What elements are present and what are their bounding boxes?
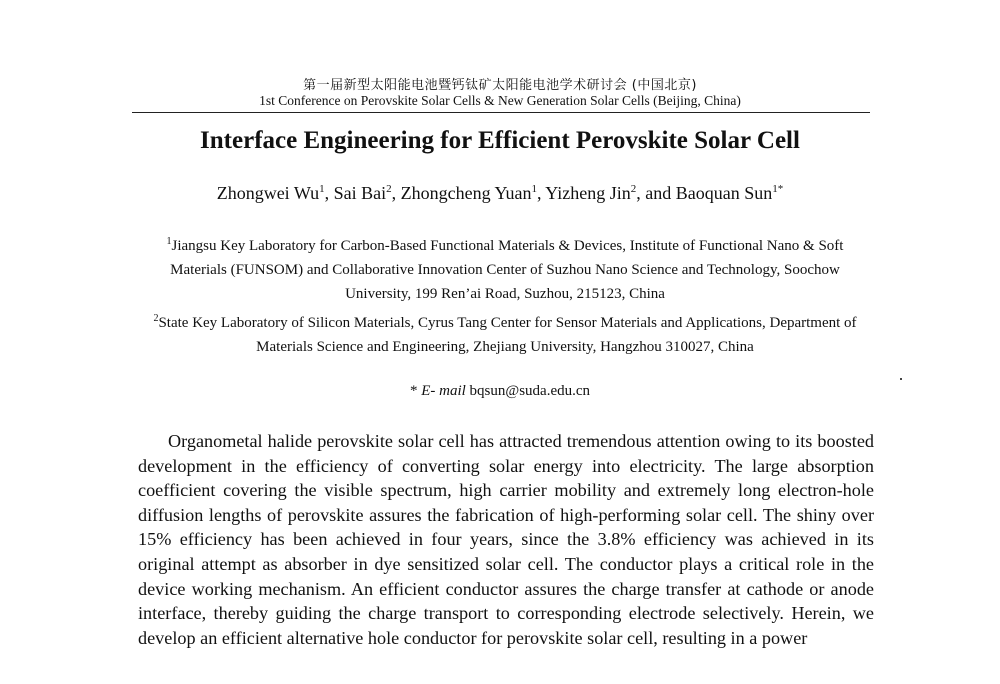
paper-title: Interface Engineering for Efficient Perovskite Solar Cell [200, 127, 800, 154]
author-name: Zhongcheng Yuan [400, 183, 532, 203]
author-affiliation-mark: 1* [772, 183, 784, 195]
author-name: Yizheng Jin [545, 183, 631, 203]
affiliation-mark: 2 [153, 313, 159, 324]
scan-speck [900, 378, 902, 380]
abstract-paragraph: Organometal halide perovskite solar cell has attracted tremendous attention owing to its boosted development in the efficiency of converting solar energy into electricity. The large absorption coefficient covering the visible spectrum, high carrier mobility and extremely long electron-hole diffusion lengths of perovskite assures the fabrication of high-performing solar cell. The shiny over 15% efficiency has been achieved in four years, since the 3.8% efficiency was achieved in its original attempt as absorber in dye sensitized solar cell. The conductor plays a critical role in the device working mechanism. An efficient conductor assures the charge transfer at cathode or anode interface, thereby guiding the charge transport to corresponding electrode selectively. Herein, we develop an efficient alternative hole conductor for perovskite solar cell, resulting in a power [138, 431, 874, 648]
conference-header-chinese: 第一届新型太阳能电池暨钙钛矿太阳能电池学术研讨会 (中国北京) [303, 78, 697, 93]
author-affiliation-mark: 1 [531, 183, 537, 195]
author-affiliation-mark: 2 [386, 183, 392, 195]
author-separator: , and [636, 183, 676, 203]
conference-header-english: 1st Conference on Perovskite Solar Cells & New Generation Solar Cells (Beijing, China) [259, 93, 741, 108]
author-separator: , [536, 183, 546, 203]
affiliation-2 [140, 307, 870, 359]
affiliation-text: State Key Laboratory of Silicon Materials, Cyrus Tang Center for Sensor Materials and Applications, Department of Materials Science and Engineering, Zhejiang University, Hangzhou 310027, China [158, 315, 857, 355]
author-separator: , [391, 183, 401, 203]
author-affiliation-mark: 2 [630, 183, 637, 195]
email-asterisk: * [409, 383, 422, 399]
email-label: E- mail [421, 383, 466, 399]
corresponding-email [0, 383, 1000, 400]
author-name: Zhongwei Wu [216, 183, 320, 203]
affiliation-mark: 1 [166, 236, 172, 247]
author-list [0, 183, 1000, 204]
author-separator: , [324, 183, 334, 203]
author-name: Sai Bai [333, 183, 387, 203]
affiliation-1 [140, 230, 870, 306]
affiliation-text: Jiangsu Key Laboratory for Carbon-Based Functional Materials & Devices, Institute of Functional Nano & Soft Materials (FUNSOM) and Collaborative Innovation Center of Suzhou Nano Science and Technology, Soochow University, 199 Ren’ai Road, Suzhou, 215123, China [170, 238, 844, 302]
header-divider [132, 112, 870, 113]
email-address[interactable]: bqsun@suda.edu.cn [469, 383, 591, 399]
author-affiliation-mark: 1 [319, 183, 325, 195]
author-name: Baoquan Sun [675, 183, 773, 203]
